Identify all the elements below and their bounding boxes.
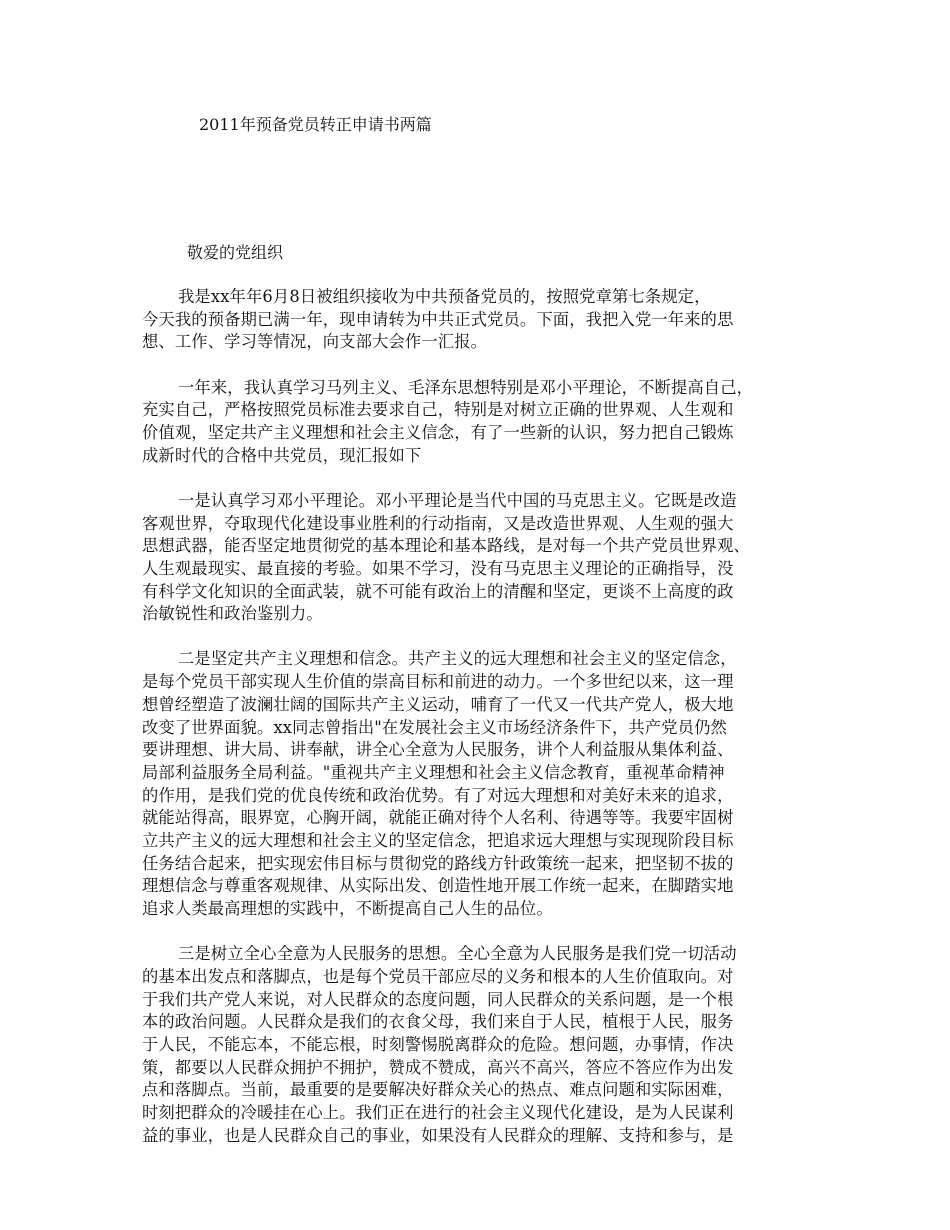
paragraph-line: 就能站得高，眼界宽，心胸开阔，就能正确对待个人名利、待遇等等。我要牢固树: [142, 808, 734, 828]
paragraph: [142, 377, 827, 468]
paragraph-line: 我是xx年年6月8日被组织接收为中共预备党员的，按照党章第七条规定，: [178, 287, 711, 306]
document-title: 2011年预备党员转正申请书两篇: [199, 115, 432, 134]
paragraph-line: 思想武器，能否坚定地贯彻党的基本理论和基本路线，是对每一个共产党员世界观、: [142, 536, 750, 556]
paragraph-line: 想曾经塑造了波澜壮阔的国际共产主义运动，哺育了一代又一代共产党人，极大地: [142, 694, 734, 714]
document-body: [142, 286, 827, 1170]
paragraph-line: 时刻把群众的冷暖挂在心上。我们正在进行的社会主义现代化建设，是为人民谋利: [142, 1103, 734, 1122]
paragraph-line: 成新时代的合格中共党员，现汇报如下: [142, 445, 422, 465]
paragraph-line: 理想信念与尊重客观规律、从实际出发、创造性地开展工作统一起来，在脚踏实地: [142, 876, 734, 896]
paragraph-line: 一年来，我认真学习马列主义、毛泽东思想特别是邓小平理论，不断提高自己，: [178, 377, 754, 397]
paragraph-line: 治敏锐性和政治鉴别力。: [142, 604, 323, 624]
paragraph-line: 本的政治问题。人民群众是我们的衣食父母，我们来自于人民，植根于人民，服务: [142, 1012, 734, 1032]
paragraph-line: 人生观最现实、最直接的考验。如果不学习，没有马克思主义理论的正确指导，没: [142, 558, 734, 578]
paragraph-line: 想、工作、学习等情况，向支部大会作一汇报。: [142, 332, 488, 352]
paragraph-line: 益的事业，也是人民群众自己的事业，如果没有人民群众的理解、支持和参与，是: [142, 1125, 734, 1145]
paragraph-line: 充实自己，严格按照党员标准去要求自己，特别是对树立正确的世界观、人生观和: [142, 400, 734, 420]
paragraph: [142, 943, 827, 1147]
paragraph-line: 于我们共产党人来说，对人民群众的态度问题，同人民群众的关系问题，是一个根: [142, 989, 734, 1009]
salutation: 敬爱的党组织: [187, 243, 284, 262]
paragraph-line: 二是坚定共产主义理想和信念。共产主义的远大理想和社会主义的坚定信念，: [178, 649, 737, 669]
paragraph-line: 今天我的预备期已满一年，现申请转为中共正式党员。下面，我把入党一年来的思: [142, 309, 734, 329]
paragraph-line: 改变了世界面貌。xx同志曾指出"在发展社会主义市场经济条件下，共产党员仍然: [142, 717, 727, 737]
paragraph-line: 的基本出发点和落脚点，也是每个党员干部应尽的义务和根本的人生价值取向。对: [142, 966, 734, 986]
paragraph-line: 要讲理想、讲大局、讲奉献，讲全心全意为人民服务，讲个人利益服从集体利益、: [142, 740, 734, 760]
paragraph-line: 的作用，是我们党的优良传统和政治优势。有了对远大理想和对美好未来的追求，: [142, 785, 734, 805]
paragraph-line: 追求人类最高理想的实践中，不断提高自己人生的品位。: [142, 899, 553, 918]
paragraph: [142, 648, 827, 920]
paragraph-line: 局部利益服务全局利益。"重视共产主义理想和社会主义信念教育，重视革命精神: [142, 762, 725, 782]
paragraph-line: 点和落脚点。当前，最重要的是要解决好群众关心的热点、难点问题和实际困难，: [142, 1080, 734, 1100]
paragraph-line: 立共产主义的远大理想和社会主义的坚定信念，把追求远大理想与实现现阶段目标: [142, 830, 734, 850]
paragraph-line: 策，都要以人民群众拥护不拥护，赞成不赞成，高兴不高兴，答应不答应作为出发: [142, 1057, 734, 1077]
paragraph-line: 三是树立全心全意为人民服务的思想。全心全意为人民服务是我们党一切活动: [178, 944, 737, 964]
paragraph: [142, 490, 827, 626]
paragraph-line: 于人民，不能忘本，不能忘根，时刻警惕脱离群众的危险。想问题，办事情，作决: [142, 1034, 734, 1054]
paragraph-line: 一是认真学习邓小平理论。邓小平理论是当代中国的马克思主义。它既是改造: [178, 490, 737, 510]
paragraph-line: 是每个党员干部实现人生价值的崇高目标和前进的动力。一个多世纪以来，这一理: [142, 672, 734, 692]
paragraph-line: 有科学文化知识的全面武装，就不可能有政治上的清醒和坚定，更谈不上高度的政: [142, 581, 734, 601]
paragraph-line: 客观世界，夺取现代化建设事业胜利的行动指南，又是改造世界观、人生观的强大: [142, 513, 734, 533]
paragraph: [142, 286, 827, 354]
paragraph-line: 价值观，坚定共产主义理想和社会主义信念，有了一些新的认识，努力把自己锻炼: [142, 422, 734, 442]
paragraph-line: 任务结合起来，把实现宏伟目标与贯彻党的路线方针政策统一起来，把坚韧不拔的: [142, 853, 734, 873]
